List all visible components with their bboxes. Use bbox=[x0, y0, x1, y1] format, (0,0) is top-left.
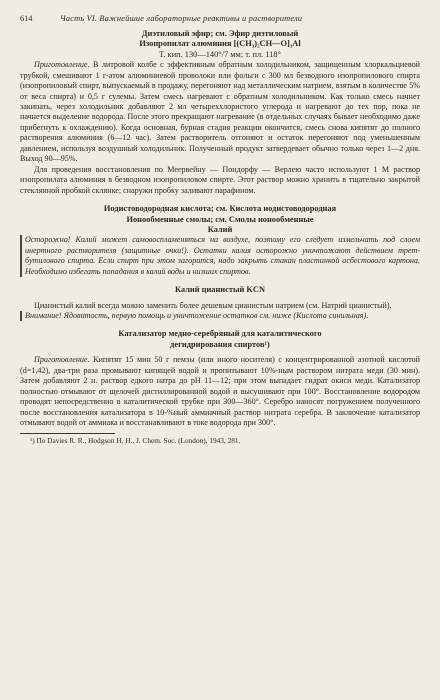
footnote: ¹) По Davies R. R., Hodgson H. H., J. Chem. Soc. (London), 1943, 281. bbox=[30, 436, 241, 446]
solution-paragraph: Для проведения восстановления по Меервейну — Пондорфу — Верлею часто используют 1 М раствор изопропилата алюминия в безводном изопропиловом спирте. Этот раствор можно хранить в тщательно закрытой стеклянной пробкой склянке; снаружи пробку заливают парафином. bbox=[20, 164, 420, 195]
potassium-cyanide-paragraph: Цианистый калий всегда можно заменить более дешевым цианистым натрием (см. Натрий цианистый). bbox=[34, 300, 392, 310]
catalyst-preparation-text: Кипятят 15 мин 50 г пемзы (или иного носителя) с концентрированной азотной кислотой (d=1,42), два-три раза промывают кипящей водой и пропитывают 10%-ным раствором нитрата меди (30 мин). Затем добавляют 2 н. раствор едкого натра до pH 11—12; при этом выпадает гидрат окиси меди. Катализатор полностью отмывают от щелочей дистиллированной водой и высушивают при 100°. Восстановление водородом проводят непосредственно в каталитической трубке при 300—360°. Серебро наносят погружением полученного после восстановления катализатора в 10-%ный аммиачный раствор нитрата серебра. В заключение катализатор отмывают водой от аммиака и восстанавливают в токе водорода при 300°. bbox=[20, 355, 420, 427]
potassium-cyanide-warning: Внимание! Ядовитость, первую помощь и уничтожение остатков см. ниже (Кислота синильная). bbox=[20, 311, 420, 321]
preparation-text: В литровой колбе с эффективным обратным холодильником, защищенным хлоркальциевой трубкой, смешивают 1 г-атом алюминиевой проволоки или фольги с 300 мл безводного изопропилового спирта (изопропиловый спирт, выпускаемый в продажу, перегоняют над металлическим натрием, взятым в количестве 5% от веса спирта) и 0,5 г сулемы. Затем смесь нагревают с обратным холодильником. Как только смесь начнет закипать, через холодильник добавляют 2 мл четыреххлористого углерода и нагревают до тех пор, пока не начнется выделение водорода. После этого прекращают нагревание (в отдельных случаях бывает необходимо даже прибегнуть к охлаждению). Когда основная, бурная стадия реакции окончится, смесь снова кипятят до полного растворения алюминия (6—12 час). Затем растворитель отгоняют и остаток перегоняют под уменьшенным давлением, используя воздушный холодильник. Полученный продукт затвердевает обычно только через 1—2 дня. Выход 90—95%. bbox=[20, 60, 420, 164]
heading-potassium: Калий bbox=[207, 224, 233, 234]
section-potassium bbox=[20, 204, 420, 277]
running-title: Часть VI. Важнейшие лабораторные реактивы и растворители bbox=[60, 14, 303, 23]
catalyst-preparation-label: Приготовление. bbox=[34, 355, 90, 365]
crossref-heading-ion-exchange-resins: Ионообменные смолы; см. Смолы ионообменные bbox=[126, 214, 314, 224]
preparation-paragraph bbox=[20, 60, 420, 165]
crossref-heading-diethyl-ether: Диэтиловый эфир; см. Эфир диэтиловый bbox=[141, 29, 299, 38]
footnote-rule bbox=[20, 433, 115, 434]
heading-catalyst-line2: дегидрирования спиртов¹) bbox=[170, 339, 270, 349]
page-number: 614 bbox=[20, 14, 33, 23]
heading-aluminium-isopropylate: Изопропилат алюминия [(CH₃)₂CH—O]₃Al bbox=[139, 39, 301, 49]
potassium-warning: Осторожно! Калий может самовоспламеняться на воздухе, поэтому его следует измельчать под слоем инертного растворителя (защитные очки!). Остатки калия осторожно уничтожают действием трет-бутилового спирта. Если спирт при этом загорится, надо закрыть стакан пластинкой асбестового картона. Необходимо избегать попадания в калий воды и низших спиртов. bbox=[20, 235, 420, 277]
section-potassium-cyanide bbox=[20, 285, 420, 321]
catalyst-paragraph bbox=[20, 355, 420, 428]
heading-potassium-cyanide: Калий цианистый KCN bbox=[174, 285, 266, 295]
preparation-label: Приготовление. bbox=[34, 60, 90, 70]
section-copper-silver-catalyst bbox=[20, 329, 420, 428]
section-aluminium-isopropylate bbox=[20, 29, 420, 196]
heading-catalyst-line1: Катализатор медно-серебряный для каталитического bbox=[118, 329, 322, 339]
running-head bbox=[20, 14, 420, 24]
physical-properties: Т. кип. 130—140°/7 мм; т. пл. 118° bbox=[159, 49, 281, 59]
crossref-heading-hydroiodic-acid: Иодистоводородная кислота; см. Кислота иодистоводородная bbox=[103, 204, 337, 214]
